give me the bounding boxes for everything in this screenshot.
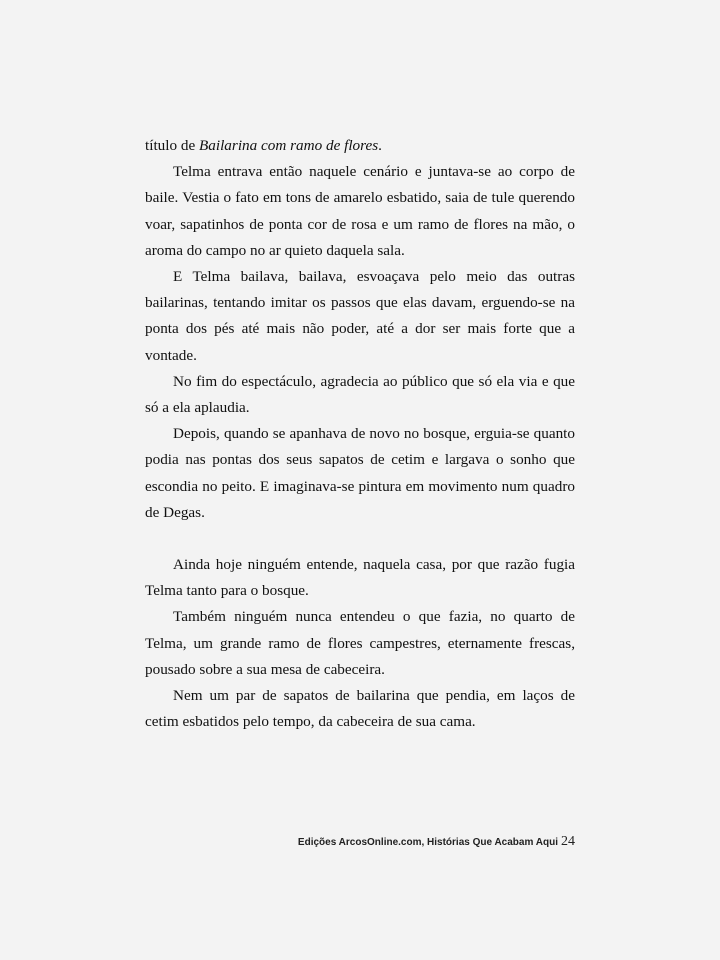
body-text bbox=[145, 133, 575, 735]
page-footer bbox=[298, 834, 575, 850]
paragraph: Também ninguém nunca entendeu o que fazia, no quarto de Telma, um grande ramo de flores campestres, eternamente frescas, pousado sobre a sua mesa de cabeceira. bbox=[145, 608, 575, 678]
paragraph: No fim do espectáculo, agradecia ao público que só ela via e que só a ela aplaudia. bbox=[145, 372, 575, 417]
paragraph: Ainda hoje ninguém entende, naquela casa, por que razão fugia Telma tanto para o bosque. bbox=[145, 556, 575, 600]
paragraph: Telma entrava então naquele cenário e juntava-se ao corpo de baile. Vestia o fato em tons de amarelo esbatido, saia de tule querendo voar, sapatinhos de ponta cor de rosa e um ramo de flores na mão, o aroma do campo no ar quieto daquela sala. bbox=[145, 163, 575, 259]
footer-text: Edições ArcosOnline.com, Histórias Que Acabam Aqui bbox=[297, 837, 558, 848]
paragraph-text: título de bbox=[145, 137, 199, 154]
paragraph: Nem um par de sapatos de bailarina que pendia, em laços de cetim esbatidos pelo tempo, da cabeceira de sua cama. bbox=[145, 687, 575, 731]
artwork-title: Bailarina com ramo de flores bbox=[199, 137, 379, 154]
paragraph-text: . bbox=[378, 137, 382, 154]
paragraph: Depois, quando se apanhava de novo no bosque, erguia-se quanto podia nas pontas dos seus sapatos de cetim e largava o sonho que escondia no peito. E imaginava-se pintura em movimento num quadro de Degas. bbox=[145, 425, 575, 521]
paragraph-continuation bbox=[145, 133, 575, 159]
paragraph: E Telma bailava, bailava, esvoaçava pelo meio das outras bailarinas, tentando imitar os passos que elas davam, erguendo-se na ponta dos pés até mais não poder, até a dor ser mais forte que a vontade. bbox=[145, 268, 575, 364]
page-number: 24 bbox=[561, 834, 575, 849]
